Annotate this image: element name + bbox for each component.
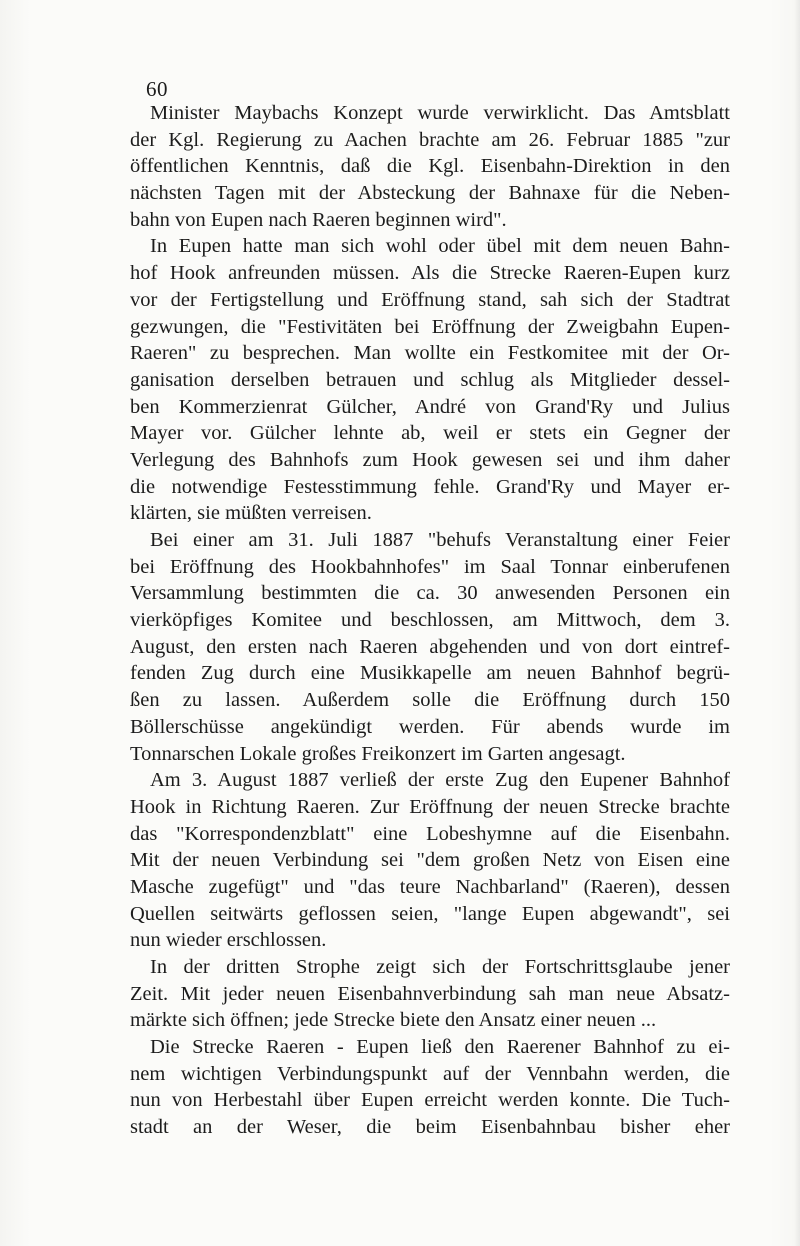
- text-line: Böllerschüsse angekündigt werden. Für abends wurde im: [130, 715, 730, 738]
- page-edge-shadow: [794, 0, 800, 1246]
- text-line: nun wieder erschlossen.: [130, 929, 327, 952]
- body-text: [130, 100, 730, 1141]
- text-line: Am 3. August 1887 verließ der erste Zug den Eupener Bahnhof: [150, 769, 730, 792]
- text-line: Minister Maybachs Konzept wurde verwirklicht. Das Amtsblatt: [150, 102, 730, 124]
- text-line: Raeren" zu besprechen. Man wollte ein Festkomitee mit der Or-: [130, 342, 730, 365]
- text-line: nun von Herbestahl über Eupen erreicht werden konnte. Die Tuch-: [130, 1089, 730, 1112]
- text-line: stadt an der Weser, die beim Eisenbahnbau bisher eher: [130, 1116, 730, 1139]
- text-line: August, den ersten nach Raeren abgehenden und von dort eintref-: [130, 635, 730, 658]
- text-line: hof Hook anfreunden müssen. Als die Strecke Raeren-Eupen kurz: [130, 262, 730, 285]
- text-line: Hook in Richtung Raeren. Zur Eröffnung der neuen Strecke brachte: [130, 795, 730, 818]
- text-line: bahn von Eupen nach Raeren beginnen wird".: [130, 208, 507, 231]
- text-line: Masche zugefügt" und "das teure Nachbarland" (Raeren), dessen: [130, 875, 730, 898]
- text-line: Verlegung des Bahnhofs zum Hook gewesen sei und ihm daher: [130, 448, 730, 471]
- text-line: die notwendige Festesstimmung fehle. Grand'Ry und Mayer er-: [130, 475, 730, 498]
- text-line: In Eupen hatte man sich wohl oder übel mit dem neuen Bahn-: [150, 235, 730, 258]
- text-line: Mit der neuen Verbindung sei "dem großen Netz von Eisen eine: [130, 849, 730, 872]
- text-line: nächsten Tagen mit der Absteckung der Bahnaxe für die Neben-: [130, 182, 730, 205]
- text-line: ganisation derselben betrauen und schlug als Mitglieder dessel-: [130, 368, 730, 391]
- text-line: der Kgl. Regierung zu Aachen brachte am 26. Februar 1885 "zur: [130, 128, 730, 151]
- text-line: öffentlichen Kenntnis, daß die Kgl. Eisenbahn-Direktion in den: [130, 155, 730, 178]
- text-line: klärten, sie müßten verreisen.: [130, 502, 372, 525]
- text-line: märkte sich öffnen; jede Strecke biete den Ansatz einer neuen ...: [130, 1009, 657, 1032]
- page-number: 60: [146, 77, 168, 101]
- text-line: Quellen seitwärts geflossen seien, "lange Eupen abgewandt", sei: [130, 902, 730, 925]
- text-line: Tonnarschen Lokale großes Freikonzert im Garten angesagt.: [130, 742, 626, 765]
- text-line: fenden Zug durch eine Musikkapelle am neuen Bahnhof begrü-: [130, 662, 730, 685]
- text-line: Die Strecke Raeren - Eupen ließ den Raerener Bahnhof zu ei-: [150, 1036, 730, 1059]
- text-line: In der dritten Strophe zeigt sich der Fortschrittsglaube jener: [150, 956, 730, 978]
- text-line: Mayer vor. Gülcher lehnte ab, weil er stets ein Gegner der: [130, 422, 730, 445]
- text-line: Versammlung bestimmten die ca. 30 anwesenden Personen ein: [130, 582, 730, 605]
- text-line: ben Kommerzienrat Gülcher, André von Grand'Ry und Julius: [130, 395, 730, 418]
- text-line: Zeit. Mit jeder neuen Eisenbahnverbindung sah man neue Absatz-: [130, 982, 730, 1005]
- text-line: bei Eröffnung des Hookbahnhofes" im Saal Tonnar einberufenen: [130, 555, 730, 578]
- text-line: das "Korrespondenzblatt" eine Lobeshymne auf die Eisenbahn.: [130, 822, 730, 845]
- text-line: Bei einer am 31. Juli 1887 "behufs Veranstaltung einer Feier: [150, 529, 730, 551]
- text-line: ßen zu lassen. Außerdem solle die Eröffnung durch 150: [130, 689, 730, 712]
- text-line: vor der Fertigstellung und Eröffnung stand, sah sich der Stadtrat: [130, 288, 730, 311]
- text-line: gezwungen, die "Festivitäten bei Eröffnung der Zweigbahn Eupen-: [130, 315, 730, 338]
- text-line: nem wichtigen Verbindungspunkt auf der Vennbahn werden, die: [130, 1062, 730, 1085]
- text-line: vierköpfiges Komitee und beschlossen, am Mittwoch, dem 3.: [130, 609, 730, 632]
